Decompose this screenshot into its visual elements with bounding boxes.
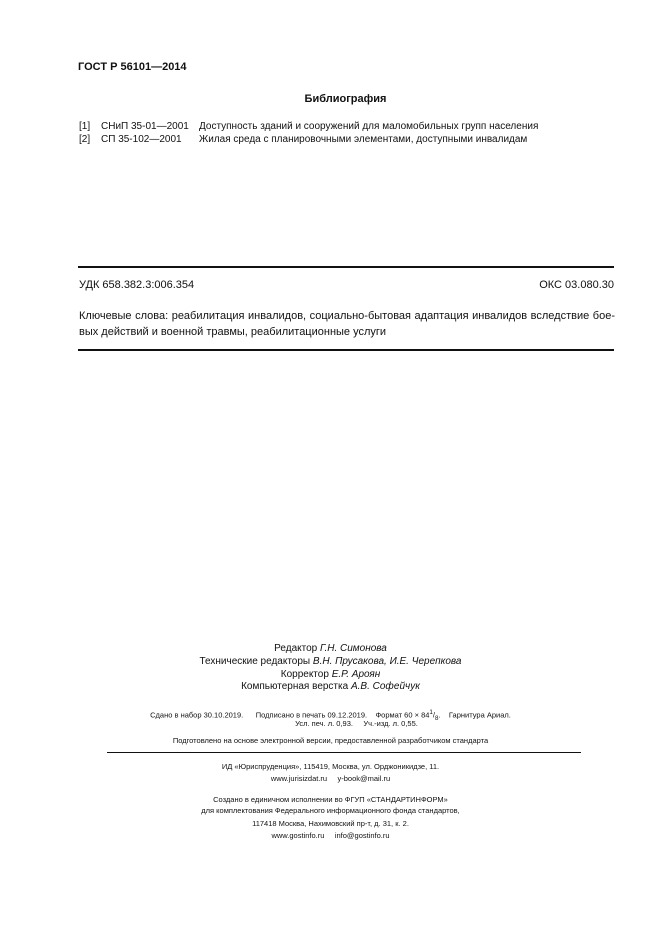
print-sheets: Усл. печ. л. 0,93. xyxy=(295,719,353,728)
publisher-address: ИД «Юриспруденция», 115419, Москва, ул. Орджоникидзе, 11. xyxy=(221,762,440,771)
bibliography-item-title: Жилая среда с планировочными элементами, доступными инвалидам xyxy=(199,134,528,145)
layout-credit xyxy=(0,681,661,692)
oks-code: ОКС 03.080.30 xyxy=(539,279,614,291)
bibliography-item-number: [2] xyxy=(79,134,91,145)
print-info-line: Сдано в набор 30.10.2019. Подписано в печать 09.12.2019. Формат $60 \times 84^1/_8$. Гарнитура Ариал. xyxy=(150,709,511,722)
publisher-divider xyxy=(107,752,581,753)
created-note: Создано в единичном исполнении во ФГУП «СТАНДАРТИНФОРМ» xyxy=(213,795,448,804)
editor-credit xyxy=(0,643,661,654)
format-numerator: 1 xyxy=(429,709,433,716)
bibliography-item xyxy=(79,121,538,132)
publisher-contacts xyxy=(0,774,661,783)
bibliography-item-code: СНиП 35-01—2001 xyxy=(101,121,189,132)
keywords-line: вых действий и военной травмы, реабилитационные услуги xyxy=(79,326,387,338)
corrector-name: Е.Р. Ароян xyxy=(331,669,381,680)
corrector-credit xyxy=(0,669,661,680)
standard-code: ГОСТ Р 56101—2014 xyxy=(78,61,187,73)
print-sheets-line xyxy=(0,719,661,728)
editor-name: Г.Н. Симонова xyxy=(320,643,387,654)
bibliography-title: Библиография xyxy=(304,93,387,105)
format-end: . xyxy=(438,710,441,720)
publisher-website[interactable]: www.jurisizdat.ru xyxy=(270,774,328,783)
standartinform-contacts xyxy=(0,831,661,840)
tech-editors-credit xyxy=(0,656,661,667)
format-label: Формат 60 × 84 xyxy=(375,710,430,720)
bottom-divider xyxy=(78,349,614,351)
standartinform-email[interactable]: info@gostinfo.ru xyxy=(334,831,390,840)
keywords-line: Ключевые слова: реабилитация инвалидов, социально-бытовая адаптация инвалидов вследствие боe- xyxy=(79,310,615,322)
fund-note: для комплектования Федерального информационного фонда стандартов, xyxy=(201,806,460,815)
keywords-block xyxy=(79,308,615,340)
editor-label: Редактор xyxy=(274,643,318,654)
standartinform-website[interactable]: www.gostinfo.ru xyxy=(271,831,325,840)
corrector-label: Корректор xyxy=(280,669,329,680)
format-denominator: 8 xyxy=(435,715,439,722)
typeface: Гарнитура Ариал. xyxy=(448,710,511,720)
tech-editors-label: Технические редакторы xyxy=(199,656,311,667)
typeset-date: Сдано в набор 30.10.2019. xyxy=(150,710,244,720)
top-divider xyxy=(78,266,614,268)
standartinform-address: 117418 Москва, Нахимовский пр-т, д. 31, к. 2. xyxy=(252,819,409,828)
bibliography-item-number: [1] xyxy=(79,121,91,132)
publisher-email[interactable]: y-book@mail.ru xyxy=(337,774,391,783)
bibliography-item-code: СП 35-102—2001 xyxy=(101,134,182,145)
bibliography-item-title: Доступность зданий и сооружений для маломобильных групп населения xyxy=(199,121,539,132)
tech-editors-names: В.Н. Прусакова, И.Е. Черепкова xyxy=(312,656,462,667)
udk-code: УДК 658.382.3:006.354 xyxy=(79,279,195,291)
signed-date: Подписано в печать 09.12.2019. xyxy=(255,710,368,720)
bibliography-item xyxy=(79,134,527,145)
prepared-note: Подготовлено на основе электронной версии, предоставленной разработчиком стандарта xyxy=(172,736,489,745)
layout-name: А.В. Софейчук xyxy=(350,681,420,692)
publisher-sheets: Уч.-изд. л. 0,55. xyxy=(363,719,418,728)
layout-label: Компьютерная верстка xyxy=(241,681,349,692)
